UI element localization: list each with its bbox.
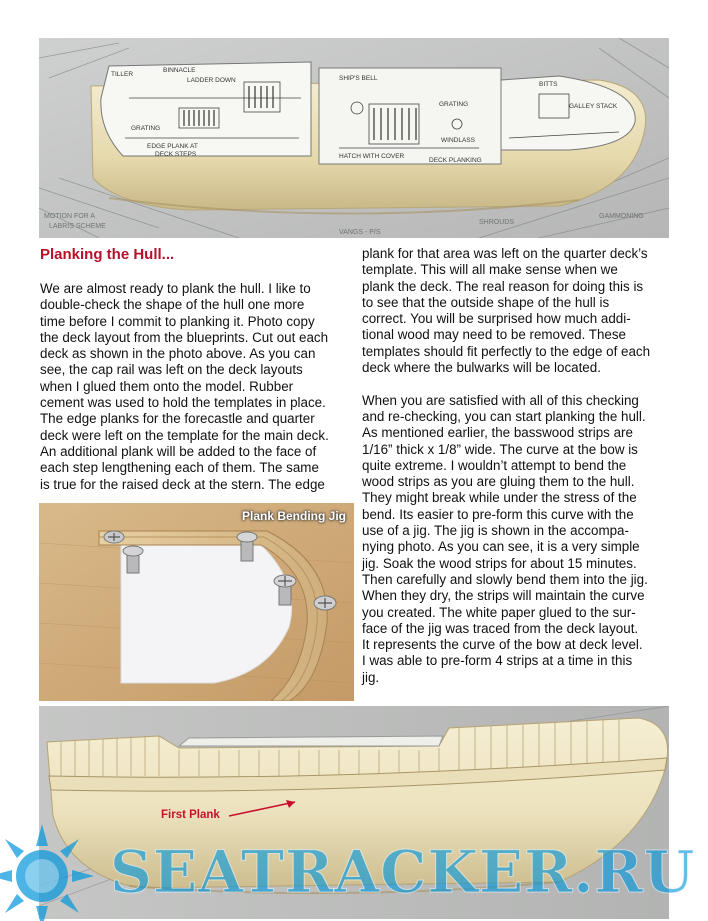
text-line: templates should fit perfectly to the edge of each: [362, 343, 651, 359]
right-column-text: [362, 246, 670, 686]
text-line: each step lengthening each of them. The same: [40, 460, 319, 476]
hull-templates-illustration: [39, 38, 669, 238]
svg-text:BINNACLE: BINNACLE: [163, 67, 196, 74]
text-line: you created. The white paper glued to the sur-: [362, 604, 636, 620]
text-line: wood strips as you are gluing them to the hull.: [362, 474, 635, 490]
text-line: plank the deck. The real reason for doing this is: [362, 278, 644, 294]
svg-text:GALLEY STACK: GALLEY STACK: [569, 103, 618, 110]
section-title: Planking the Hull...: [40, 246, 175, 263]
text-line: Then carefully and slowly bend them into the jig.: [362, 571, 648, 587]
first-plank-label: First Plank: [161, 809, 220, 821]
text-line: deck where the bulwarks will be located.: [362, 360, 601, 376]
svg-text:DECK PLANKING: DECK PLANKING: [429, 157, 482, 164]
text-line: tional wood may need to be removed. These: [362, 327, 627, 343]
text-line: the deck layout from the blueprints. Cut out each: [40, 329, 329, 345]
text-line: jig. Soak the wood strips for about 15 minutes.: [362, 555, 637, 571]
text-line: As mentioned earlier, the basswood strips are: [362, 425, 633, 441]
text-line: I was able to pre-form 4 strips at a time in this: [362, 653, 633, 669]
planked-hull-illustration: [39, 706, 669, 919]
text-line: is true for the raised deck at the stern. The edge: [40, 476, 325, 492]
text-line: quite extreme. I wouldn’t attempt to bend the: [362, 457, 627, 473]
jig-illustration: [39, 503, 354, 701]
text-line: When they dry, the strips will maintain the curve: [362, 588, 645, 604]
svg-text:DECK STEPS: DECK STEPS: [155, 151, 197, 158]
text-line: face of the jig was traced from the deck layout.: [362, 620, 639, 636]
text-line: see, the cap rail was left on the deck layouts: [40, 362, 303, 378]
hull-templates-photo: [39, 38, 669, 238]
text-line: They might break while under the stress of the: [362, 490, 637, 506]
text-line: deck were left on the template for the main deck.: [40, 427, 329, 443]
screw-icon: [104, 531, 124, 543]
first-plank-photo: [39, 706, 669, 919]
svg-text:SHIP'S BELL: SHIP'S BELL: [339, 75, 378, 82]
svg-text:LADDER DOWN: LADDER DOWN: [187, 77, 236, 84]
text-line: and re-checking, you can start planking the hull.: [362, 408, 646, 424]
jig-photo-caption: Plank Bending Jig: [241, 509, 346, 523]
text-line: An additional plank will be added to the face of: [40, 443, 317, 459]
text-line: template. This will all make sense when we: [362, 262, 618, 278]
svg-text:BITTS: BITTS: [539, 81, 558, 88]
screw-icon: [314, 596, 336, 610]
text-line: It represents the curve of the bow at deck level.: [362, 637, 643, 653]
svg-text:MOTION FOR A: MOTION FOR A: [44, 213, 95, 220]
text-line: time before I commit to planking it. Photo copy: [40, 313, 315, 329]
text-line: nying photo. As you can see, it is a very simple: [362, 539, 640, 555]
text-line: double-check the shape of the hull one more: [40, 297, 305, 313]
text-line: jig.: [362, 669, 380, 685]
svg-text:GRATING: GRATING: [131, 125, 161, 132]
left-column-text: [40, 281, 352, 493]
svg-text:GRATING: GRATING: [439, 101, 469, 108]
text-line: We are almost ready to plank the hull. I like to: [40, 281, 311, 296]
svg-text:LABRIS SCHEME: LABRIS SCHEME: [49, 223, 106, 230]
paragraph-gap: [362, 376, 670, 392]
text-line: when I glued them onto the model. Rubber: [40, 378, 294, 394]
svg-text:SHROUDS: SHROUDS: [479, 219, 515, 226]
plank-bending-jig-photo: [39, 503, 354, 701]
svg-text:EDGE PLANK AT: EDGE PLANK AT: [147, 143, 198, 150]
svg-text:GAMMONING: GAMMONING: [599, 213, 644, 220]
text-line: 1/16” thick x 1/8” wide. The curve at the bow is: [362, 441, 638, 457]
text-line: The edge planks for the forecastle and quarter: [40, 411, 315, 427]
text-line: bend. Its easier to pre-form this curve with the: [362, 506, 634, 522]
text-line: deck as shown in the photo above. As you can: [40, 346, 316, 362]
svg-text:HATCH WITH COVER: HATCH WITH COVER: [339, 153, 405, 160]
svg-text:TILLER: TILLER: [111, 71, 134, 78]
svg-text:VANGS - P/S: VANGS - P/S: [339, 229, 381, 236]
text-line: cement was used to hold the templates in place.: [40, 395, 326, 411]
svg-text:WINDLASS: WINDLASS: [441, 137, 475, 144]
text-line: correct. You will be surprised how much addi-: [362, 311, 631, 327]
text-line: When you are satisfied with all of this checking: [362, 392, 639, 408]
text-line: to see that the outside shape of the hull is: [362, 294, 610, 310]
watermark-text: SEATRACKER.RU: [110, 838, 696, 906]
text-line: use of a jig. The jig is shown in the accompa-: [362, 523, 629, 539]
text-line: plank for that area was left on the quarter deck’s: [362, 246, 648, 261]
